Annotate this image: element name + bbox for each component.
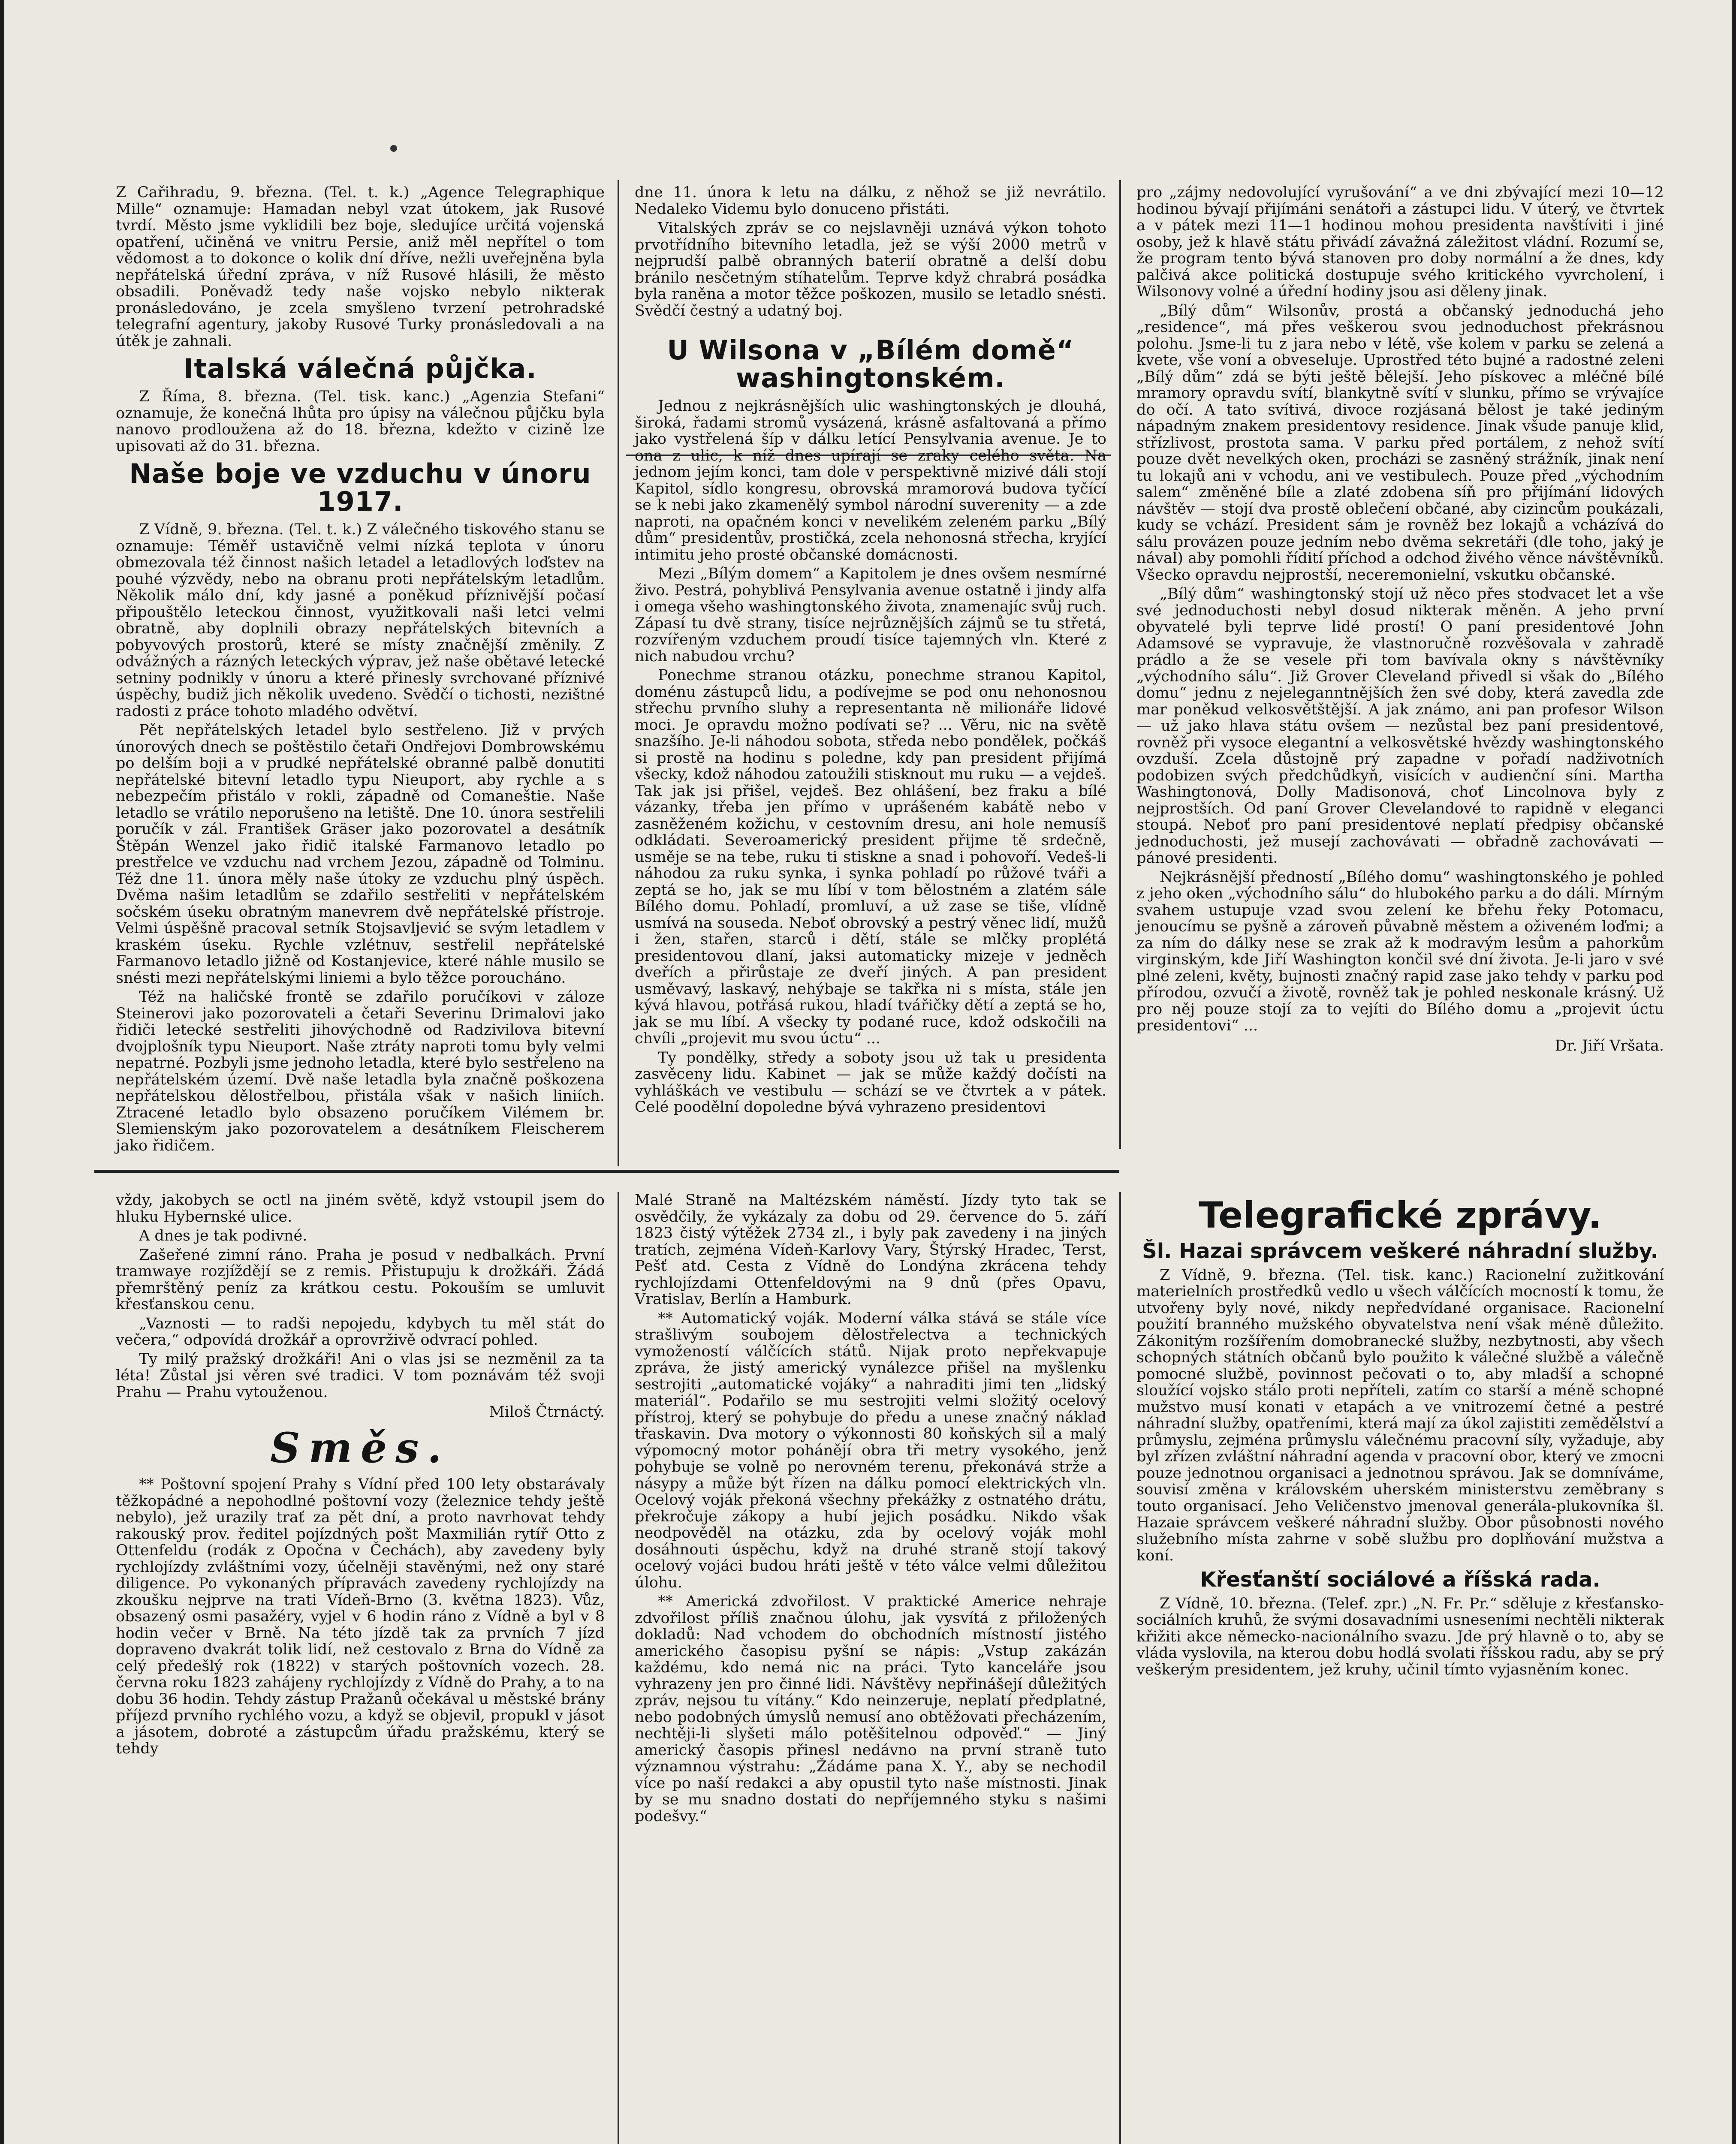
column-rule-1: [618, 180, 619, 1166]
section-separator-rule: [94, 1170, 1119, 1173]
article-american-politeness-text: ** Americká zdvořilost. V praktické Americe nehraje zdvořilost příliš značnou úlohu, jak vysvítá z přiložených dokladů: Nad vchodem do obchodních místností jistého amerického časopisu pyšní se nápis: „Vstup zakázán každému, kdo nemá nic na práci. Tyto kanceláře jsou vyhrazeny jen pro činné lidi. Návštěvy nepřinášejí důležitých zpráv, nejsou tu vítány.“ Kdo neinzeruje, neplatí předplatné, nebo podobných úmyslů nemusí ano obtěžovati přecházením, nechtěji-li slyšeti málo potěšitelnou odpověď.“ — Jiný americký časopis přinesl nedávno na první straně tuto významnou výstrahu: „Žádáme pana X. Y., aby se nechodil více po naší redakci a aby opustil tyto naše místnosti. Jinak by se mu snadno dostati do nepříjemného styku s našimi podešvy.“: [635, 1593, 1106, 1825]
article-hamadan-text: Z Cařihradu, 9. března. (Tel. t. k.) „Agence Telegraphique Mille“ oznamuje: Hamadan nebyl vzat útokem, jak Rusové tvrdí. Město jsme vyklidili bez boje, sledujíce určitá vojenská opatření, učiněná ve vnitru Persie, aniž měl nepřítel o tom vědomost a to dokonce o kolik dní dříve, nežli uveřejněna byla nepřátelská úřední zpráva, v níž Rusové hlásili, že město obsadili. Poněvadž tedy naše vojsko nebylo nikterak pronásledováno, je zcela smyšleno tvrzení petrohradské telegrafní agentury, jakoby Rusové Turky pronásledovali a na útěk je zahnali.: [116, 184, 605, 350]
headline-christian-socials: Křesťanští sociálové a říšská rada.: [1200, 1567, 1600, 1592]
headline-wilson-white-house: U Wilsona v „Bílém domě“ washingtonském.: [667, 334, 1074, 394]
column-rule-2: [1119, 180, 1121, 1149]
article-wilson-text-4: Ty pondělky, středy a soboty jsou už tak u presidenta zasvěceny lidu. Kabinet — jak se může každý dočísti na vyhláškách ve vestibulu — schází se ve čtvrtek a v pátek. Celé poodělní dopoledne bývá vyhrazeno presidentovi: [635, 1049, 1106, 1116]
headline-hazai-replacement-service: Šl. Hazai správcem veškeré náhradní služby.: [1142, 1239, 1658, 1264]
article-wilson-text-3: Ponechme stranou otázku, ponechme stranou Kapitol, doménu zástupců lidu, a podívejme se pod onu nehonosnou střechu prvního sluhy a representanta ně milionáře lidové moci. Je opravdu možno podívati se? ... Věru, nic na světě snazšího. Je-li náhodou sobota, středa nebo pondělek, počkáš si prostě na hodinu s poledne, kdy pan president přijímá všecky, kdož náhodou zatoužili stisknout mu ruku — a vejdeš. Tak jak jsi přišel, vejdeš. Bez ohlášení, bez fraku a bílé vázanky, třeba jen přímo v uprášeném kabátě nebo v zasněženém kožichu, v cestovním dresu, ani hole nemusíš odkládati. Severoamerický president přijme tě srdečně, usměje se na tebe, ruku ti stiskne a snad i pohovoří. Vedeš-li náhodou za ruku synka, i synka pohladí po růžové tváři a zeptá se ho, jak se mu líbí v tom bělostném a zlatém sále Bílého domu. Pohladí, promluví, a už zase se tiše, vlídně usmívá na souseda. Neboť obrovský a pestrý věnec lidí, mužů i žen, stařen, starců i dětí, stále se mlčky proplétá presidentovou dlaní, jaksi automaticky mizeje v jedněch dveřích a přirůstaje ze dveří jiných. A pan president usměvavý, laskavý, nehýbaje se takřka ni s místa, stále jen kývá hlavou, potřásá rukou, hladí tvářičky dětí a zeptá se ho, jak se mu líbí. A všecky ty podané ruce, kdož odskočili na chvíli „projevit mu svou úctu“ ...: [635, 667, 1106, 1048]
column-3-upper: [1124, 184, 1677, 1162]
article-air-battles-continued-2: Vitalských zpráv se co nejslavněji uznává výkon tohoto prvotřídního bitevního letadla, jež se výší 2000 metrů v nejprudší palbě obranných baterií obratně a delší dobu bránilo nesčetným stíhatelům. Teprve když chrabrá posádka byla raněna a motor těžce poškozen, musilo se letadlo snésti. Svědčí čestný a udatný boj.: [635, 220, 1106, 319]
headline-telegraphic-news: Telegrafické zprávy.: [1199, 1194, 1602, 1236]
article-hazai-text: Z Vídně, 9. března. (Tel. tisk. kanc.) Racionelní zužitkování materielních prostředků vedlo u všech válčících mocností k tomu, že utvořeny byly nové, nikdy nepředvídané organisace. Racionelní použití branného mužského obyvatelstva není však méně důležito. Zákonitým rozšířením domobranecké služby, nezbytnosti, aby všech schopných státních občanů bylo použito k válečné službě a válečně pomocné službě, povinnost pečovati o to, aby mladší a schopné sloužící vojsko stálo proti nepříteli, zatím co starší a méně schopné mužstvo musí konati v etapách a ve vnitrozemí četné a pestré náhradní služby, opatřeními, která mají za úkol zajistiti zemědělství a průmyslu, zejména průmyslu válečnému pracovní síly, vyžaduje, aby byl zřízen zvláštní náhradní agenda v pracovní obor, který ve zmocni pouze jednotnou organisaci a jednotnou správou. Jak se domníváme, souvisí změna v královském uherském ministerstvu zeměbrany s touto organisací. Jeho Veličenstvo jmenoval generála-plukovníka šl. Hazaie správcem veškeré náhradní služby. Obor působnosti nového služebního místa zahrne v sobě službu pro doplňování mužstva a koní.: [1136, 1266, 1664, 1565]
headline-air-battles: Naše boje ve vzduchu v únoru 1917.: [129, 458, 591, 518]
column-2-upper: [622, 184, 1119, 1166]
article-air-battles-text-1: Z Vídně, 9. března. (Tel. t. k.) Z válečného tiskového stanu se oznamuje: Téměř ustavičně velmi nízká teplota v únoru obmezovala též činnost našich letadel a letadlových loďstev na pouhé výzvědy, nebo na obranu proti nepřátelským letadlům. Několik málo dní, kdy jasné a poněkud příznivější počasí připouštělo leteckou činnost, využitkovali naši letci velmi obratně, aby doplnili obrazy nepřátelských bitevních a pobyvových prostorů, které se místy značnější změnily. Z odvážných a rázných leteckých výprav, jež naše obětavé letecké setniny podnikly v únoru a které přinesly svrchované příznivé úspěchy, budiž jich několik uvedeno. Svědčí o tichosti, nezištné radosti z práce tohoto mladého odvětví.: [116, 521, 605, 720]
article-italian-loan-text: Z Říma, 8. března. (Tel. tisk. kanc.) „Agenzia Stefani“ oznamuje, že konečná lhůta pro úpisy na válečnou půjčku byla nanovo prodloužena až do 18. března, kdežto v cizině lze upisovati až do 31. března.: [116, 388, 605, 455]
column-rule-3: [618, 1192, 619, 2144]
article-postal-connection-continued: Malé Straně na Maltézském náměstí. Jízdy tyto tak se osvědčily, že vykázaly za dobu od 29. července do 5. září 1823 čistý výtěžek 2734 zl., i byly pak zavedeny i na jiných tratích, zejména Vídeň-Karlovy Vary, Štýrský Hradec, Terst, Pešť atd. Cesta z Vídně do Londýna zkrácena tehdy rychlojízdami Ottenfeldovými na 9 dnů (přes Opavu, Vratislav, Berlín a Hamburk.: [635, 1192, 1106, 1308]
feuilleton-text-5: Ty milý pražský drožkáři! Ani o vlas jsi se nezměnil za ta léta! Zůstal jsi věren své tradici. V tom poznávám též svoji Prahu — Prahu vytouženou.: [116, 1350, 605, 1401]
feuilleton-signature: Miloš Čtrnáctý.: [489, 1403, 605, 1421]
article-postal-connection-text: ** Poštovní spojení Prahy s Vídní před 100 lety obstarávaly těžkopádné a nepohodlné poštovní vozy (železnice tehdy ještě nebylo), jež urazily trať za pět dní, a proto navrhovat tehdy rakouský prov. ředitel pojízdných pošt Maxmilián rytíř Otto z Ottenfeldu (rodák z Opočna v Čechách), aby zavedeny byly rychlojízdy zvláštními vozy, účelněji stavěnými, než ony staré diligence. Po vykonaných přípravách zavedeny rychlojízdy na zkoušku nejprve na trati Vídeň-Brno (3. května 1823). Vůz, obsazený osmi pasažéry, vyjel v 6 hodin ráno z Vídně a byl v 8 hodin večer v Brně. Na této jízdě tak za prvních 7 jízd dopraveno dvakrát tolik lidí, než cestovalo z Brna do Vídně za celý předešlý rok (1822) v starých poštovních vozech. 28. června roku 1823 zahájeny rychlojízdy z Vídně do Prahy, a to na dobu 36 hodin. Tehdy zástup Pražanů očekával u městské brány příjezd prvního rychlého vozu, a když se objevil, propukl v jásot a jásotem, dobroté a zástupcům úřadu pražskému, který se tehdy: [116, 1476, 605, 1758]
article-wilson-continued-4: Nejkrásnější předností „Bílého domu“ washingtonského je pohled z jeho oken „východního sálu“ do hlubokého parku a do dáli. Mírným svahem ustupuje vzad svou zelení ke břehu řeky Potomacu, jenoucímu se pyšně a zároveň půvabně městem a oživeném loďmi; a za ním do dálky nese se zrak až k modravým lesům a pahorkům virginským, kde Jiří Washington končil své dní života. Je-li jaro v své plné zeleni, květy, bujnosti značný rapid zase jako tehdy v parku pod přírodou, ozvučí a životě, rovněž tak je pohled neskonale krásný. Už pro něj pouze stojí za to vejíti do Bílého domu a „projevit úctu presidentovi“ ...: [1136, 868, 1664, 1034]
feuilleton-text-3: Zašeřené zimní ráno. Praha je posud v nedbalkách. První tramwaye rozjíždějí se z remis. Přistupuju k drožkáři. Žádá přemrštěný peníz za krátkou cestu. Pokouším se umluvit křesťanskou cenu.: [116, 1246, 605, 1313]
article-air-battles-continued-1: dne 11. února k letu na dálku, z něhož se již nevrátilo. Nedaleko Videmu bylo donuceno přistáti.: [635, 184, 1106, 218]
article-air-battles-text-3: Též na haličské frontě se zdařilo poručíkovi v záloze Steinerovi jako pozorovateli a četaři Severinu Drimalovi jako řidiči letecké sestřeliti jihovýchodně od Radzivilova bitevní dvojplošník typu Nieuport. Naše ztráty naproti tomu byly velmi nepatrné. Pozbyli jsme jednoho letadla, které bylo sestřeleno na nepřátelském území. Dvě naše letadla byla značně poškozena nepřátelskou dělostřelbou, přistála však v našich liniích. Ztracené letadlo bylo obsazeno poručíkem Vilémem br. Slemienským jako pozorovatelem a desátníkem Fleischerem jako řidičem.: [116, 988, 605, 1154]
column-rule-4: [1119, 1192, 1121, 2144]
feuilleton-text-2: A dnes je tak podivné.: [139, 1227, 307, 1244]
page-mark-dot: [390, 145, 397, 152]
article-wilson-text-2: Mezi „Bílým domem“ a Kapitolem je dnes ovšem nesmírné živo. Pestrá, pohyblivá Pensylvania avenue ostatně i jindy alfa i omega všeho washingtonského života, znamenajíc svůj ruch. Zápasí tu dvě strany, tisíce nejrůznějších zájmů se tu střetá, rozvířeným vzduchem proudí tisíce tajemných vln. Které z nich nabudou vrchu?: [635, 565, 1106, 665]
article-air-battles-text-2: Pět nepřátelských letadel bylo sestřeleno. Již v prvých únorových dnech se poštěstilo četaři Ondřejovi Dombrowskému po delším boji a v prudké nepřátelské obranné palbě donutiti nepřátelské bitevní letadlo typu Nieuport, aby rychle a s nebezpečím přistálo v rokli, západně od Comaneštie. Naše letadlo se vrátilo neporušeno na letiště. Dne 10. února sestřelili poručík v zál. František Gräser jako pozorovatel a desátník Štěpán Wenzel jako řidič italské Farmanovo letadlo po prestřelce ve vzduchu nad vrchem Jezou, západně od Tolminu. Též dne 11. února měly naše útoky ze vzduchu plný úspěch. Dvěma našim letadlům se zdařilo sestřeliti v nepřátelském sočském úseku obratným manevrem dvě nepřátelské přístroje. Velmi úspěšně pracoval setník Stojsavljević se svým letadlem v kraském úseku. Rychle vzlétnuv, sestřelil nepřátelské Farmanovo letadlo jižně od Kostanjevice, které náhle musilo se snésti mezi nepřátelskými liniemi a bylo těžce poroucháno.: [116, 722, 605, 987]
column-1-upper: [103, 184, 618, 1166]
article-wilson-continued-2: „Bílý dům“ Wilsonův, prostá a občanský jednoduchá jeho „residence“, má přes veškerou svou jednoduchost překrásnou polohu. Jsme-li tu z jara nebo v létě, vše kolem v parku se zelená a kvete, vše voní a obveseluje. Uprostřed této bujné a radostné zeleni „Bílý dům“ zdá se býti ještě bělejší. Jeho pískovec a mléčné bílé mramory opravdu svítí, blankytně svítí v slunku, přímo se vrývajíce do očí. A tato svítivá, divoce rozjásaná bělost je také jediným nápadným znakem presidentovy residence. Jinak všude panuje klid, střízlivost, prostota sama. V parku před portálem, z nehož svítí pouze dvět nevelkých oken, procházi se zasněný strážník, jinak není tu lokajů ani v vchodu, ani ve vestibulech. Pouze před „východním salem“ změněné bíle a zlaté zdobena síň pro přijímání lidových návštěv — stojí dva prostě oblečení občané, aby cizincům poukázali, kudy se vchází. President sám je rovněž bez lokajů a vcházívá do sálu provázen pouze jedním nebo dvěma sekretáři (dle toho, jaký je nával) aby pomohli řídití příchod a odchod živého věnce návštěvníků. Všecko opravdu nejprostší, neceremonielní, vskutku občanské.: [1136, 302, 1664, 584]
article-wilson-continued-1: pro „zájmy nedovolující vyrušování“ a ve dni zbývající mezi 10—12 hodinou bývají přijímáni senátoři a zástupci lidu. V úterý, ve čtvrtek a v pátek mezi 11—1 hodinou mohou presidenta navštíviti i jiné osoby, jež k hlavě státu přivádí závažná záležitost vládní. Rozumí se, že program tento bývá stanoven pro doby normální a že dnes, kdy palčivá akce politická dostupuje svého kritického vyvrcholení, i Wilsonovy volné a úřední hodiny jsou asi děleny jinak.: [1136, 184, 1664, 300]
headline-miscellany: Směs.: [270, 1423, 450, 1472]
article-wilson-continued-3: „Bílý dům“ washingtonský stojí už něco přes stodvacet let a vše své jednoduchosti nebyl dosud nikterak měněn. A jeho první obyvatelé byli teprve lidé prostí! O paní presidentové John Adamsové se vypravuje, že vlastnoručně rozvěšovala v zahradě prádlo a že se vesele při tom bavívala okny s návštěvníky „východního sálu“. Již Grover Cleveland přivedl si však do „Bílého domu“ jednu z nejeleganntnějších žen své doby, která zavedla zde mar poněkud velkosvětštější. A jak známo, ani pan profesor Wilson — už jako hlava státu ovšem — nezůstal bez paní presidentové, rovněž při vysoce elegantní a velkosvětské hvězdy washingtonského ovzduší. Zcela důstojně prý zapadne v pořadí nadživotních podobizen svých předchůdkyň, visících v audienční síni. Martha Washingtonová, Dolly Madisonová, choť Lincolnova byly z nejprostších. Od paní Grover Clevelandové to rapidně v eleganci stoupá. Neboť pro paní presidentové neplatí předpisy občanské jednoduchosti, jež musejí zachovávati — obřadně zachovávati — pánové presidenti.: [1136, 585, 1664, 867]
feuilleton-text-4: „Vaznosti — to radši nepojedu, kdybych tu měl stát do večera,“ odpovídá drožkář a oprovrživě odvrací pohled.: [116, 1315, 605, 1349]
article-christian-socials-text: Z Vídně, 10. března. (Telef. zpr.) „N. Fr. Pr.“ sděluje z křesťansko-sociálních kruhů, že svými dosavadními usneseními nechtěli nikterak křižiti akce německo-nacionálního svazu. Jde prý hlavně o to, aby se vláda vyslovila, na kterou dobu hodlá svolati říšskou radu, aby se prý veškerým presidentem, jež kruhy, učinil tímto vyjasněním konec.: [1136, 1595, 1664, 1678]
headline-italian-war-loan: Italská válečná půjčka.: [184, 353, 537, 384]
column-3-lower: [1124, 1192, 1677, 2144]
feuilleton-text-1: vždy, jakobych se octl na jiném světě, když vstoupil jsem do hluku Hybernské ulice.: [116, 1192, 605, 1226]
column-2-lower: [622, 1192, 1119, 2144]
right-page-edge: [1732, 0, 1736, 2144]
column-1-lower: [103, 1192, 618, 2144]
left-page-edge: [0, 0, 4, 2144]
article-wilson-signature: Dr. Jiří Vršata.: [1555, 1037, 1664, 1054]
article-automatic-soldier-text: ** Automatický voják. Moderní válka stává se stále více strašlivým soubojem dělostřelectva a technických vymožeností válčících států. Nijak proto nepřekvapuje zpráva, že jistý americký vynálezce přišel na myšlenku sestrojiti „automatické vojáky“ a nahraditi jimi ten „lidský materiál“. Podařilo se mu sestrojiti velmi složitý ocelový přístroj, který se pohybuje do předu a unese značný náklad třaskavin. Dva motory o výkonnosti 80 koňských sil a malý výpomocný motor pohánějí obra tři metry vysokého, jenž pohybuje se volně po nerovném terenu, překonává strže a násypy a může být řízen na dálku pomocí elektrických vln. Ocelový voják překoná všechny překážky z ostnatého drátu, překročuje zákopy a hubí jejich posádku. Nikdo však neodpověděl na otázku, zda by ocelový voják mohl dosáhnouti úspěchu, když na druhé straně stojí takový ocelový vojáci budou hráti ještě v této válce velmi důležitou úlohu.: [635, 1310, 1106, 1591]
article-wilson-text-1: Jednou z nejkrásnějších ulic washingtonských je dlouhá, široká, řadami stromů vysázená, krásně asfaltovaná a přímo jako vystřelená šíp v dálku letící Pensylvania avenue. Je to ona z ulic, k níž dnes upírají se zraky celého světa. Na jednom jejím konci, tam dole v perspektivně mizivé dáli stojí Kapitol, sídlo kongresu, obrovská mramorová budova tyčící se k nebi jako zkamenělý symbol národní suverenity — a zde naproti, na opačném konci v nevelikém zeleném parku „Bílý dům“ presidentův, prostičká, zcela nehonosná střecha, kryjící intimitu jeho prosté občanské domácnosti.: [635, 397, 1106, 563]
